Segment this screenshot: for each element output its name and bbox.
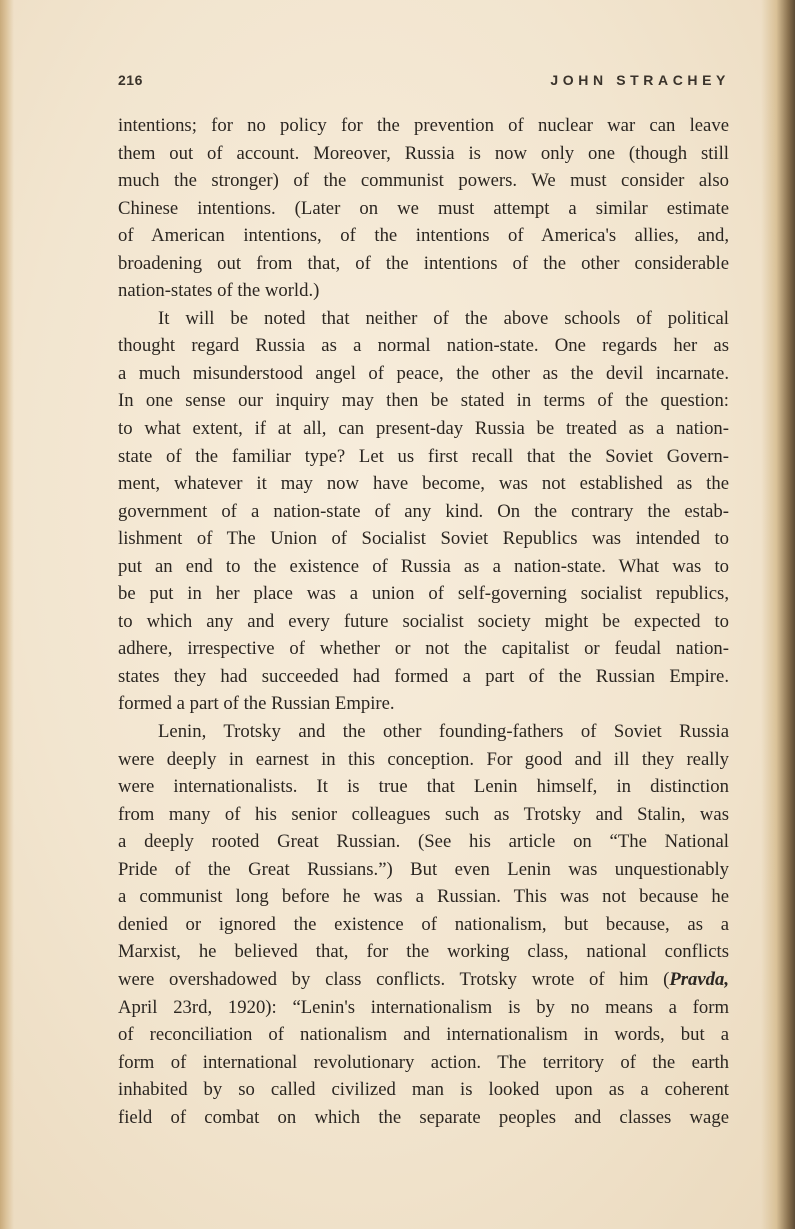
text-line: broadening out from that, of the intentions of the other considerable: [118, 252, 729, 274]
text-line: field of combat on which the separate peoples and classes wage: [118, 1106, 729, 1128]
text-line: government of a nation-state of any kind. On the contrary the estab-: [118, 500, 729, 522]
text-line: a deeply rooted Great Russian. (See his article on “The National: [118, 831, 729, 853]
text-line: from many of his senior colleagues such as Trotsky and Stalin, was: [118, 803, 729, 825]
text-line: form of international revolutionary action. The territory of the earth: [118, 1051, 729, 1073]
text-line: of reconciliation of nationalism and internationalism in words, but a: [118, 1024, 729, 1046]
text-line: lishment of The Union of Socialist Soviet Republics was intended to: [118, 528, 729, 550]
publication-title: Pravda,: [669, 968, 729, 990]
text-line: of American intentions, of the intentions of America's allies, and,: [118, 225, 729, 247]
text-line: to which any and every future socialist society might be expected to: [118, 610, 729, 632]
body-text: [118, 112, 729, 1131]
text-line: were deeply in earnest in this conception. For good and ill they really: [118, 748, 729, 770]
page-number: 216: [118, 72, 143, 88]
text-line: intentions; for no policy for the prevention of nuclear war can leave: [118, 115, 729, 136]
text-line: a communist long before he was a Russian. This was not because he: [118, 886, 729, 908]
text-line: put an end to the existence of Russia as a nation-state. What was to: [118, 555, 729, 577]
text-line: thought regard Russia as a normal nation-state. One regards her as: [118, 335, 729, 357]
text-line: much the stronger) of the communist powers. We must consider also: [118, 170, 729, 192]
text-line: formed a part of the Russian Empire.: [118, 693, 395, 715]
text-line: Pride of the Great Russians.”) But even Lenin was unquestionably: [118, 858, 729, 880]
text-line: adhere, irrespective of whether or not the capitalist or feudal nation-: [118, 638, 729, 660]
page-edge: [761, 0, 795, 1229]
text-line: April 23rd, 1920): “Lenin's internationalism is by no means a form: [118, 996, 729, 1018]
text-line: nation-states of the world.): [118, 280, 320, 302]
text-line: In one sense our inquiry may then be stated in terms of the question:: [118, 390, 729, 412]
text-line: Marxist, he believed that, for the working class, national conflicts: [118, 941, 729, 963]
text-line: to what extent, if at all, can present-day Russia be treated as a nation-: [118, 418, 729, 440]
page-gutter-shadow: [0, 0, 14, 1229]
text-line: a much misunderstood angel of peace, the other as the devil incarnate.: [118, 362, 729, 384]
text-line: It will be noted that neither of the above schools of political: [158, 307, 729, 329]
text-line: be put in her place was a union of self-governing socialist republics,: [118, 583, 729, 605]
text-line: them out of account. Moreover, Russia is now only one (though still: [118, 142, 729, 164]
running-head-author: JOHN STRACHEY: [550, 72, 730, 88]
text-line: state of the familiar type? Let us first recall that the Soviet Govern-: [118, 445, 729, 467]
text-line: states they had succeeded had formed a part of the Russian Empire.: [118, 665, 729, 687]
text-line: were overshadowed by class conflicts. Trotsky wrote of him (Pravda,: [118, 968, 729, 990]
text-line: ment, whatever it may now have become, was not established as the: [118, 473, 729, 495]
text-line: were internationalists. It is true that Lenin himself, in distinction: [118, 776, 729, 798]
text-line: inhabited by so called civilized man is looked upon as a coherent: [118, 1079, 729, 1101]
text-line: Chinese intentions. (Later on we must attempt a similar estimate: [118, 197, 729, 219]
text-line: Lenin, Trotsky and the other founding-fathers of Soviet Russia: [158, 721, 729, 743]
running-header: [118, 72, 730, 96]
text-line: denied or ignored the existence of nationalism, but because, as a: [118, 913, 729, 935]
